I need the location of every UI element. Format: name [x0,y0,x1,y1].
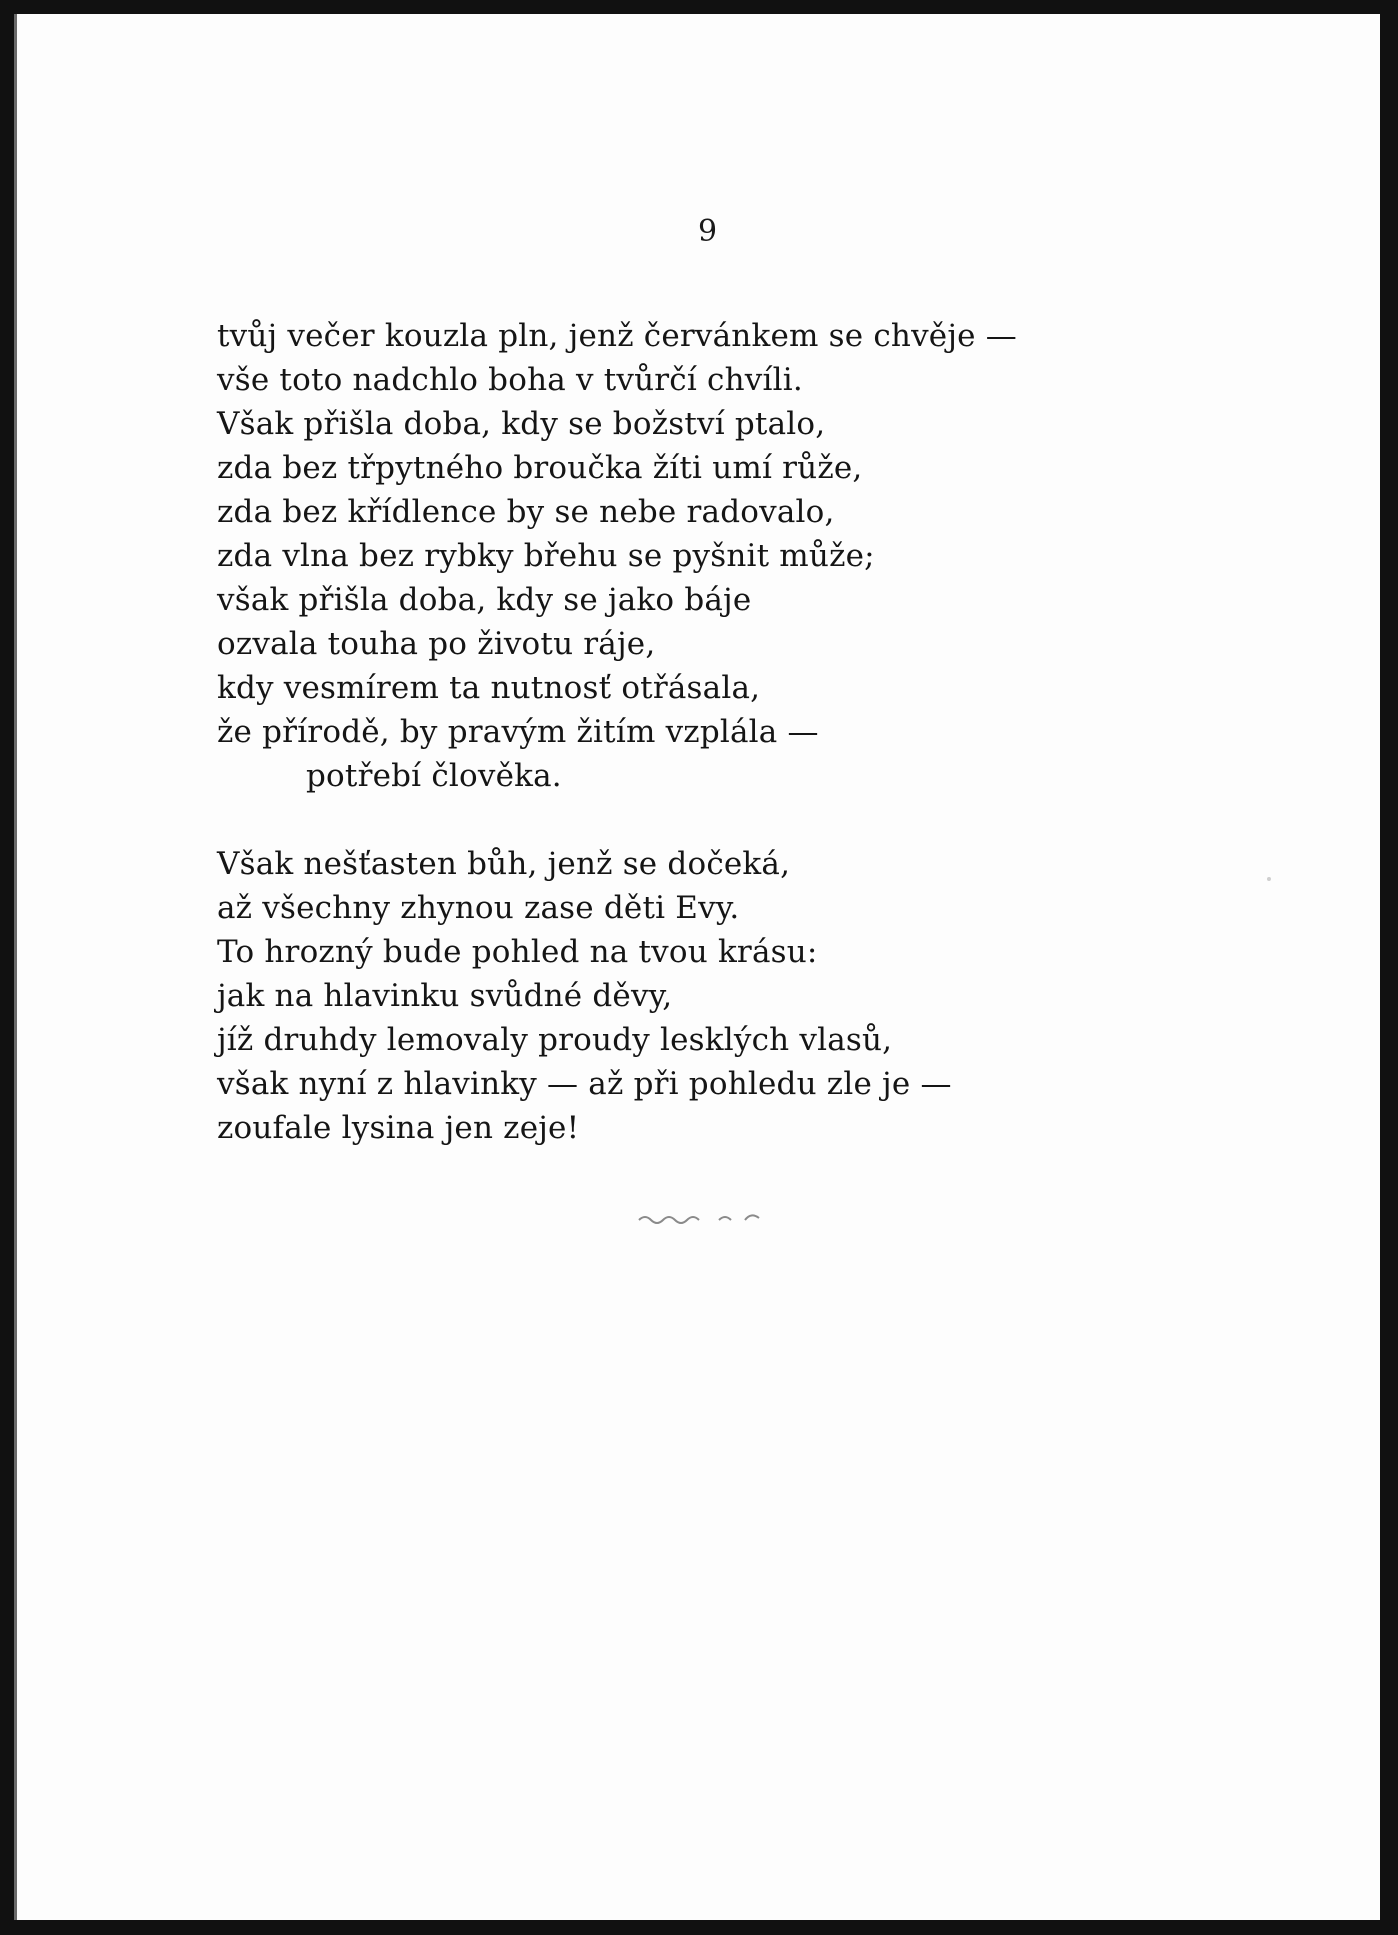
end-ornament-icon [637,1208,767,1228]
poem-text [217,314,1017,1150]
verse-line: zda vlna bez rybky břehu se pyšnit může; [217,538,875,574]
verse-line: však nyní z hlavinky — až při pohledu zle je — [217,1066,952,1102]
verse-line: zda bez křídlence by se nebe radovalo, [217,494,835,530]
stanza-2 [217,842,1017,1150]
verse-line: Však nešťasten bůh, jenž se dočeká, [217,846,791,882]
paper-speck [1267,877,1271,881]
verse-line: zoufale lysina jen zeje! [217,1110,580,1146]
stanza-1 [217,314,1017,798]
verse-line: však přišla doba, kdy se jako báje [217,582,752,618]
verse-line: kdy vesmírem ta nutnosť otřásala, [217,670,761,706]
verse-line: jíž druhdy lemovaly proudy lesklých vlasů, [217,1022,893,1058]
book-page [14,14,1380,1920]
verse-line: zda bez třpytného broučka žíti umí růže, [217,450,863,486]
verse-line-indented: potřebí člověka. [306,758,562,794]
verse-line: ozvala touha po životu ráje, [217,626,656,662]
verse-line: až všechny zhynou zase děti Evy. [217,890,740,926]
page-number: 9 [697,214,718,249]
verse-line: vše toto nadchlo boha v tvůrčí chvíli. [217,362,803,398]
verse-line: tvůj večer kouzla pln, jenž červánkem se chvěje — [217,318,1017,354]
verse-line: že přírodě, by pravým žitím vzplála — [217,714,819,750]
verse-line: Však přišla doba, kdy se božství ptalo, [217,406,826,442]
verse-line: To hrozný bude pohled na tvou krásu: [217,934,818,970]
verse-line: jak na hlavinku svůdné děvy, [217,978,673,1014]
